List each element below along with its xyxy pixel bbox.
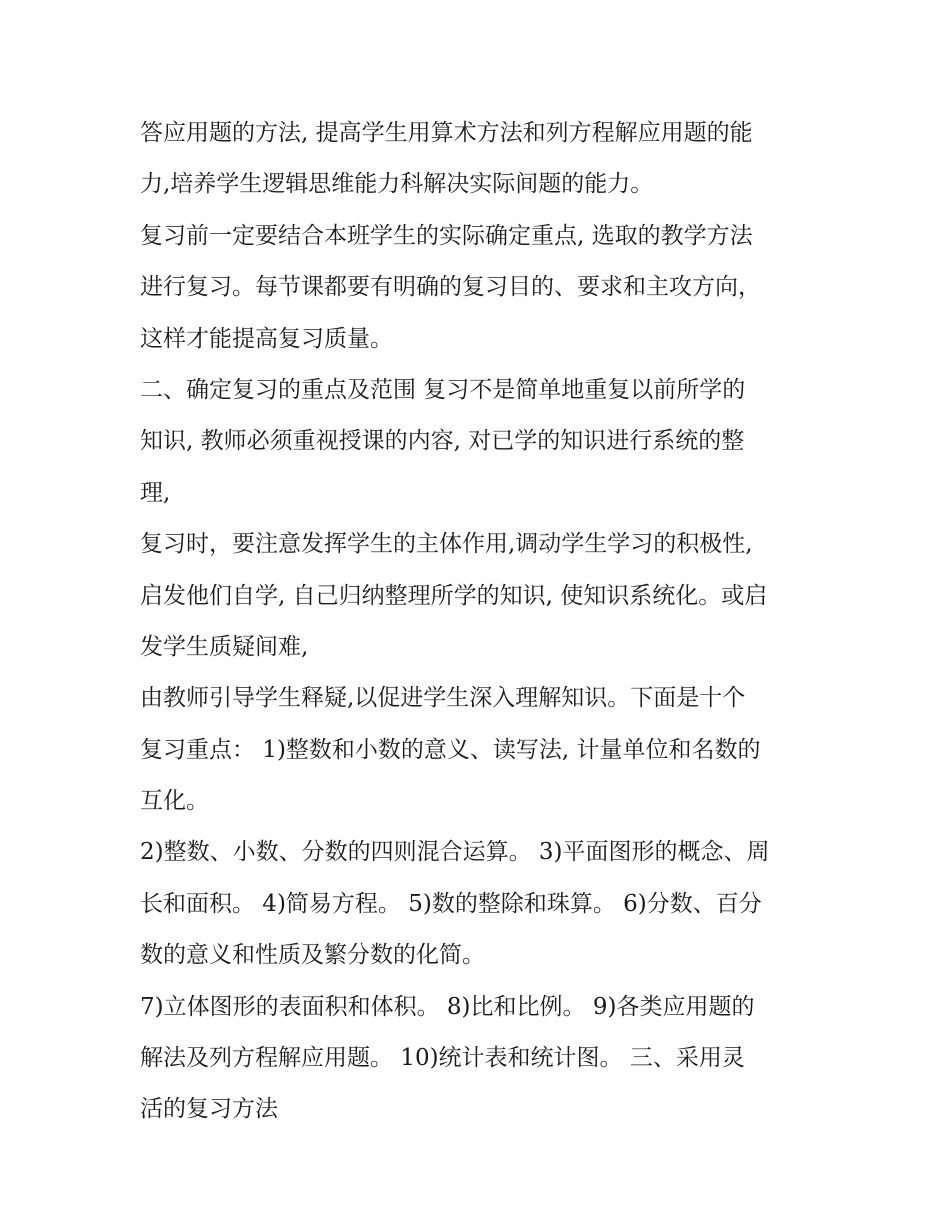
text-line: 由教师引导学生释疑,以促进学生深入理解知识。下面是十个 bbox=[140, 685, 746, 712]
text-line: 解法及列方程解应用题。 10)统计表和统计图。 三、采用灵 bbox=[140, 1045, 745, 1072]
paragraph-6 bbox=[140, 827, 820, 981]
paragraph-2 bbox=[140, 211, 820, 365]
paragraph-7 bbox=[140, 982, 820, 1136]
text-line: 知识, 教师必须重视授课的内容, 对已学的知识进行系统的整 bbox=[140, 428, 745, 455]
text-line: 2)整数、小数、分数的四则混合运算。 3)平面图形的概念、周 bbox=[140, 839, 770, 866]
text-line: 答应用题的方法, 提高学生用算术方法和列方程解应用题的能 bbox=[140, 120, 753, 146]
text-line: 复习时，要注意发挥学生的主体作用,调动学生学习的积极性, bbox=[140, 531, 753, 558]
text-line: 数的意义和性质及繁分数的化简。 bbox=[140, 942, 485, 969]
text-line: 7)立体图形的表面积和体积。 8)比和比例。 9)各类应用题的 bbox=[140, 993, 755, 1020]
paragraph-4 bbox=[140, 519, 820, 673]
text-line: 理, bbox=[140, 479, 171, 506]
paragraph-5 bbox=[140, 673, 820, 827]
text-line: 长和面积。 4)简易方程。 5)数的整除和珠算。 6)分数、百分 bbox=[140, 890, 762, 917]
text-line: 发学生质疑间难, bbox=[140, 633, 309, 660]
document-body bbox=[140, 108, 820, 1136]
text-line: 进行复习。每节课都要有明确的复习目的、要求和主攻方向， bbox=[140, 274, 761, 301]
text-line: 启发他们自学, 自己归纳整理所学的知识, 使知识系统化。或启 bbox=[140, 582, 768, 609]
text-line: 这样才能提高复习质量。 bbox=[140, 325, 393, 352]
text-line: 互化。 bbox=[140, 788, 209, 815]
paragraph-1 bbox=[140, 108, 820, 211]
paragraph-3 bbox=[140, 365, 820, 519]
text-line: 复习前一定要结合本班学生的实际确定重点, 选取的教学方法 bbox=[140, 222, 753, 249]
text-line: 复习重点： 1)整数和小数的意义、读写法, 计量单位和名数的 bbox=[140, 736, 761, 763]
text-line: 二、确定复习的重点及范围 复习不是简单地重复以前所学的 bbox=[140, 376, 746, 403]
text-line: 活的复习方法 bbox=[140, 1096, 278, 1123]
text-line: 力,培养学生逻辑思维能力科解决实际间题的能力。 bbox=[140, 171, 654, 198]
